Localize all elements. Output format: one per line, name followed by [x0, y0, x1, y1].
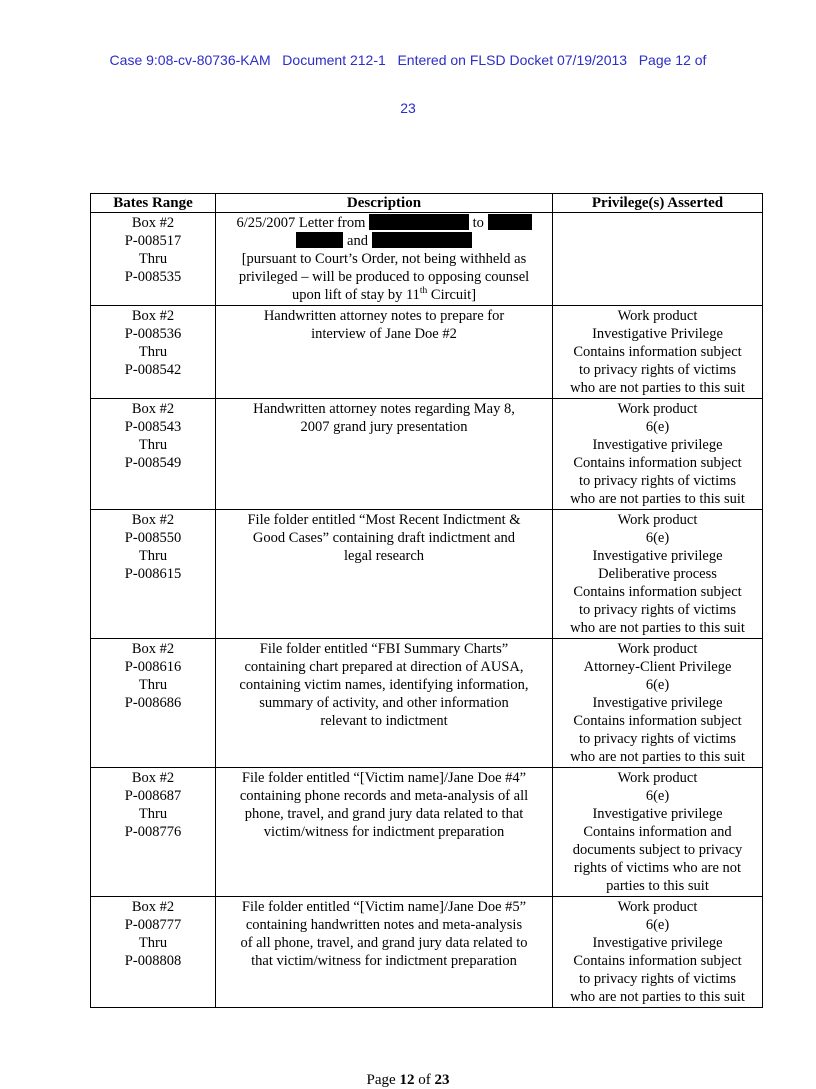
description-cell: Handwritten attorney notes regarding May 8, 2007 grand jury presentation — [216, 399, 553, 510]
description-cell: File folder entitled “Most Recent Indictment & Good Cases” containing draft indictment and legal research — [216, 510, 553, 639]
redaction-box — [488, 214, 532, 230]
privileges-cell: Work product Attorney-Client Privilege 6(e) Investigative privilege Contains information subject to privacy rights of victims who are not parties to this suit — [553, 639, 763, 768]
footer-label-page: Page — [366, 1072, 400, 1088]
column-header-privileges: Privilege(s) Asserted — [553, 194, 763, 213]
description-cell: File folder entitled “[Victim name]/Jane Doe #4” containing phone records and meta-analysis of all phone, travel, and grand jury data related to that victim/witness for indictment preparation — [216, 768, 553, 897]
table-row — [91, 510, 763, 639]
table-row — [91, 768, 763, 897]
privileges-cell: Work product 6(e) Investigative privilege Contains information subject to privacy rights of victims who are not parties to this suit — [553, 399, 763, 510]
bates-range-cell: Box #2 P-008616 Thru P-008686 — [91, 639, 216, 768]
description-cell: 6/25/2007 Letter from to and [pursuant to Court’s Order, not being withheld as privileged – will be produced to opposing counsel upon lift of stay by 11th Circuit] — [216, 213, 553, 306]
table-row — [91, 306, 763, 399]
redaction-box — [296, 232, 343, 248]
bates-range-cell: Box #2 P-008550 Thru P-008615 — [91, 510, 216, 639]
column-header-bates-range: Bates Range — [91, 194, 216, 213]
privileges-cell: Work product 6(e) Investigative privilege Contains information and documents subject to privacy rights of victims who are not parties to this suit — [553, 768, 763, 897]
description-cell: File folder entitled “[Victim name]/Jane Doe #5” containing handwritten notes and meta-analysis of all phone, travel, and grand jury data related to that victim/witness for indictment preparation — [216, 897, 553, 1008]
footer-total-pages: 23 — [434, 1072, 450, 1088]
bates-range-cell: Box #2 P-008543 Thru P-008549 — [91, 399, 216, 510]
description-cell: File folder entitled “FBI Summary Charts” containing chart prepared at direction of AUSA, containing victim names, identifying information, summary of activity, and other information relevant to indictment — [216, 639, 553, 768]
bates-range-cell: Box #2 P-008517 Thru P-008535 — [91, 213, 216, 306]
privilege-log-table — [90, 193, 763, 1008]
table-row — [91, 213, 763, 306]
redaction-box — [372, 232, 472, 248]
table-row — [91, 639, 763, 768]
bates-range-cell: Box #2 P-008536 Thru P-008542 — [91, 306, 216, 399]
table-body — [91, 213, 763, 1008]
privileges-cell: Work product Investigative Privilege Contains information subject to privacy rights of victims who are not parties to this suit — [553, 306, 763, 399]
docket-stamp-line-2: 23 — [400, 100, 416, 116]
docket-stamp-line-1: Case 9:08-cv-80736-KAM Document 212-1 Entered on FLSD Docket 07/19/2013 Page 12 of — [109, 52, 707, 68]
privileges-cell: Work product 6(e) Investigative privilege Deliberative process Contains information subject to privacy rights of victims who are not parties to this suit — [553, 510, 763, 639]
bates-range-cell: Box #2 P-008777 Thru P-008808 — [91, 897, 216, 1008]
docket-stamp — [0, 0, 816, 148]
table-row — [91, 897, 763, 1008]
page-footer — [0, 1072, 816, 1089]
redaction-box — [369, 214, 469, 230]
table-header-row — [91, 194, 763, 213]
footer-label-of: of — [414, 1072, 435, 1088]
superscript-text: th — [419, 286, 428, 297]
description-cell: Handwritten attorney notes to prepare for interview of Jane Doe #2 — [216, 306, 553, 399]
privileges-cell: Work product 6(e) Investigative privilege Contains information subject to privacy rights of victims who are not parties to this suit — [553, 897, 763, 1008]
table-row — [91, 399, 763, 510]
footer-page-number: 12 — [399, 1072, 415, 1088]
column-header-description: Description — [216, 194, 553, 213]
privileges-cell — [553, 213, 763, 306]
bates-range-cell: Box #2 P-008687 Thru P-008776 — [91, 768, 216, 897]
